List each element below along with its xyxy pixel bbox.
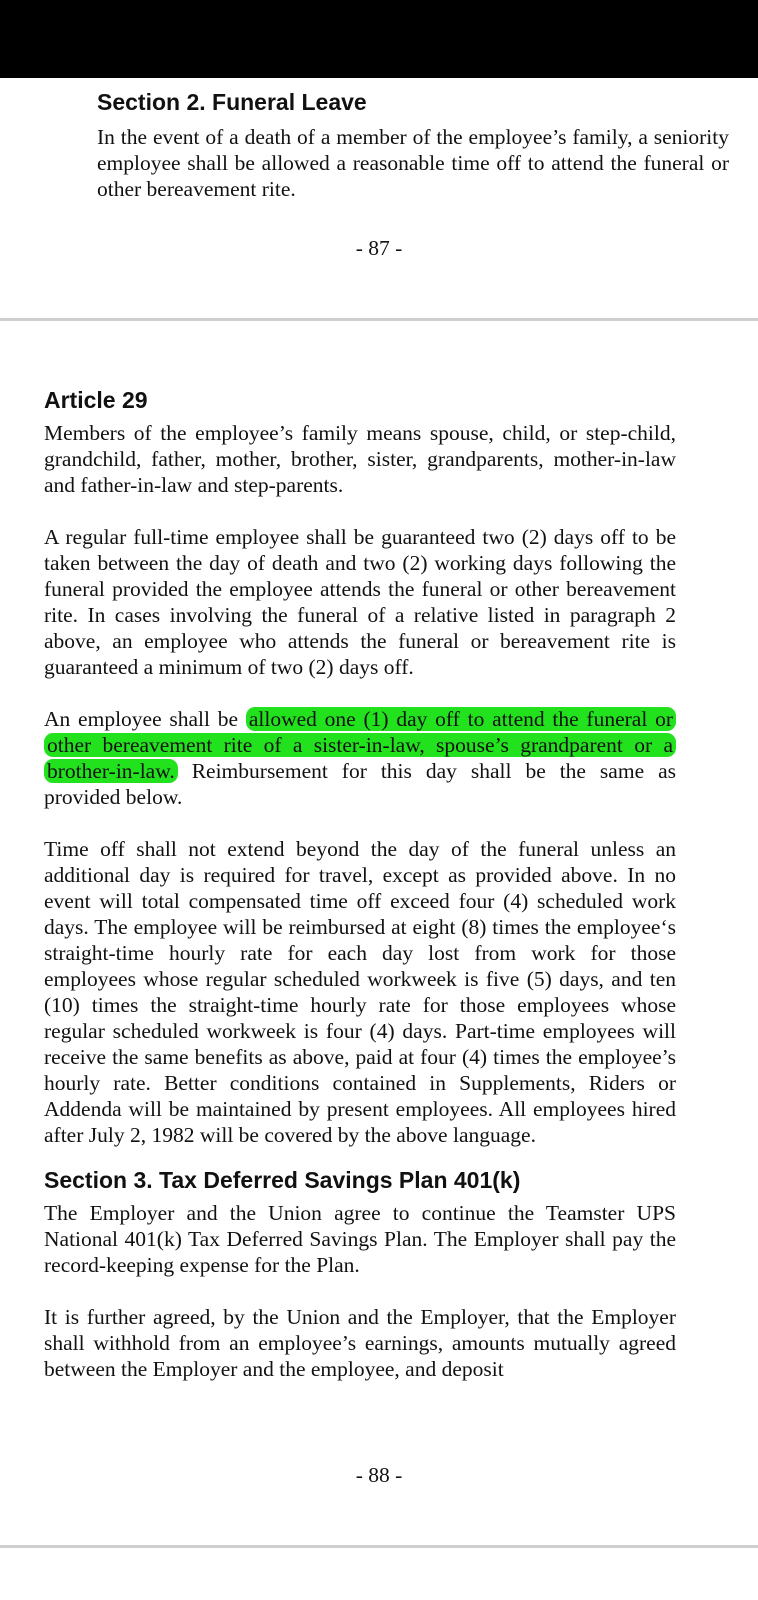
- page-number-88: - 88 -: [355, 1463, 403, 1487]
- page-87: [97, 86, 729, 202]
- withholding-paragraph: It is further agreed, by the Union and the Employer, that the Employer shall withhold from an employee’s earnings, amounts mutually agreed between the Employer and the employee, and deposit: [44, 1305, 676, 1381]
- page-divider: [0, 318, 758, 321]
- section-3-heading: Section 3. Tax Deferred Savings Plan 401(k): [44, 1167, 521, 1193]
- in-law-paragraph: [44, 706, 676, 810]
- bottom-divider: [0, 1545, 758, 1548]
- page-88: [44, 384, 676, 1382]
- page-number-87: - 87 -: [355, 236, 403, 260]
- article-29-heading: Article 29: [44, 387, 148, 413]
- days-off-paragraph: A regular full-time employee shall be guaranteed two (2) days off to be taken between the day of death and two (2) working days following the funeral provided the employee attends the funeral or other bereavement rite. In cases involving the funeral of a relative listed in paragraph 2 above, an employee who attends the funeral or bereavement rite is guaranteed a minimum of two (2) days off.: [44, 525, 676, 679]
- family-definition-paragraph: Members of the employee’s family means spouse, child, or step-child, grandchild, father, mother, brother, sister, grandparents, mother-in-law and father-in-law and step-parents.: [44, 421, 676, 497]
- savings-plan-paragraph: The Employer and the Union agree to continue the Teamster UPS National 401(k) Tax Deferred Savings Plan. The Employer shall pay the record-keeping expense for the Plan.: [44, 1201, 676, 1277]
- highlighted-text: allowed one (1) day off to attend the funeral or other bereavement rite of a sister-in-law, spouse’s grandparent or a brother-in-law.: [44, 707, 676, 783]
- funeral-leave-paragraph: In the event of a death of a member of the employee’s family, a seniority employee shall be allowed a reasonable time off to attend the funeral or other bereavement rite.: [97, 125, 729, 201]
- section-2-heading: Section 2. Funeral Leave: [97, 89, 367, 115]
- in-law-text-after: Reimbursement for this day shall be the same as provided below.: [44, 759, 676, 809]
- top-black-bar: [0, 0, 758, 78]
- time-off-paragraph: Time off shall not extend beyond the day of the funeral unless an additional day is required for travel, except as provided above. In no event will total compensated time off exceed four (4) scheduled work days. The employee will be reimbursed at eight (8) times the employee‘s straight-time hourly rate for each day lost from work for those employees whose regular scheduled workweek is five (5) days, and ten (10) times the straight-time hourly rate for those employees whose regular scheduled workweek is four (4) days. Part-time employees will receive the same benefits as above, paid at four (4) times the employee’s hourly rate. Better conditions contained in Supplements, Riders or Addenda will be maintained by present employees. All employees hired after July 2, 1982 will be covered by the above language.: [44, 837, 676, 1147]
- in-law-text-before: An employee shall be: [44, 707, 246, 731]
